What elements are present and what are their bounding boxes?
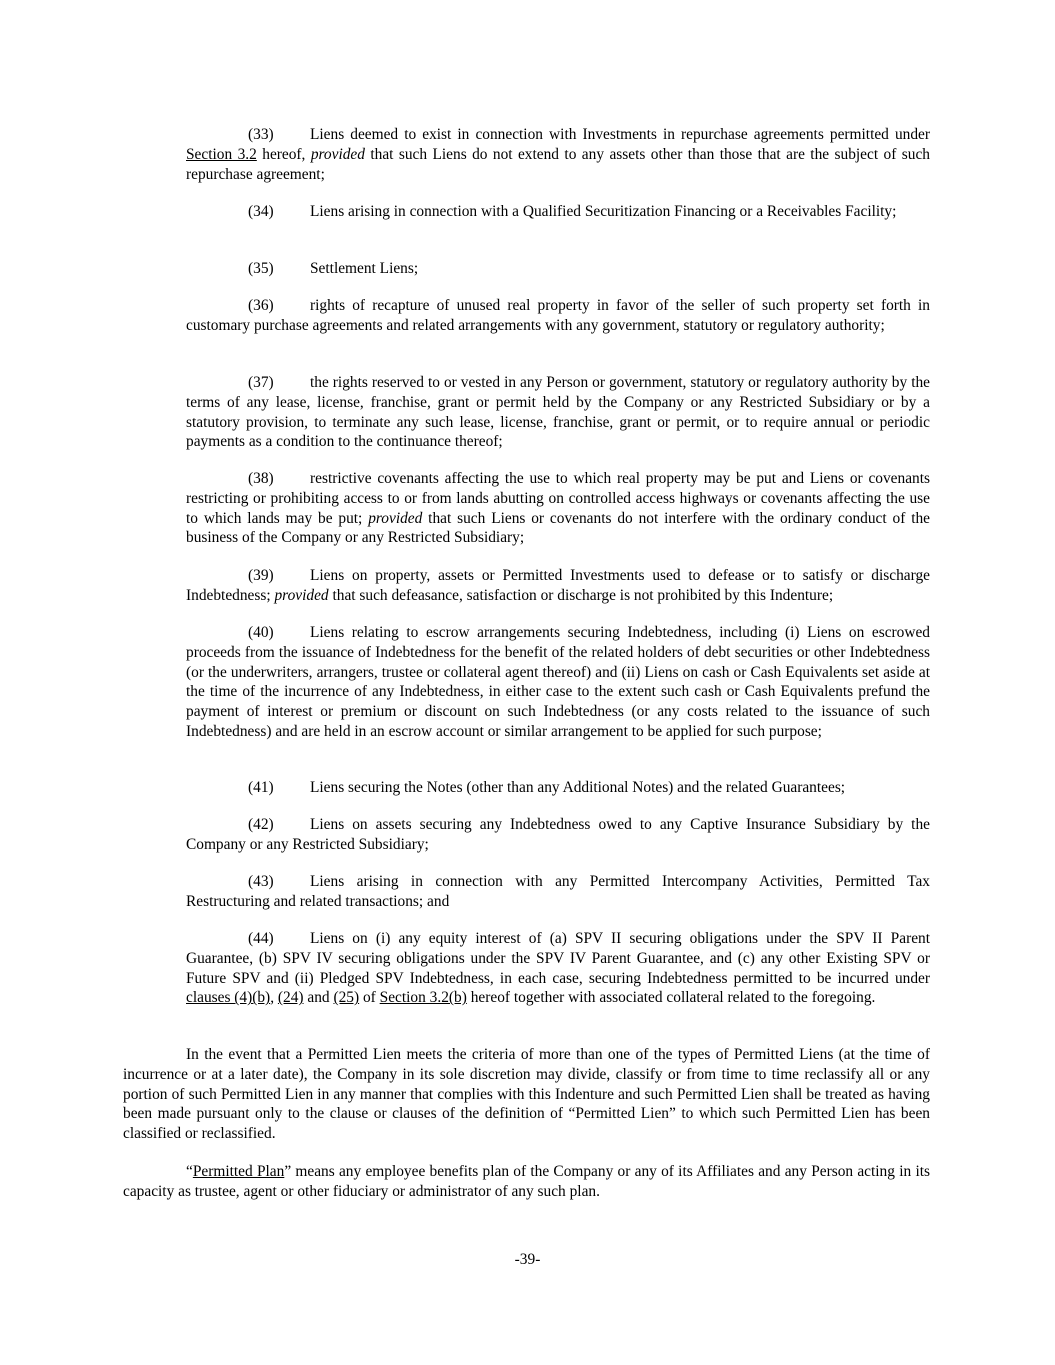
list-item-33: (33) Liens deemed to exist in connection with Investments in repurchase agreements permitted under Section 3.2 hereof, provided that such Liens do not extend to any assets other than those that are the subject of such repurchase agreement;	[186, 126, 930, 183]
section-reference-link[interactable]: Section 3.2	[186, 145, 257, 163]
permitted-plan-term: Permitted Plan	[192, 1163, 285, 1180]
clause-24-reference-link[interactable]: (24)	[277, 989, 304, 1007]
list-item-43: (43) Liens arising in connection with any Permitted Intercompany Activities, Permitted Tax Restructuring and related transactions; and	[186, 873, 930, 910]
list-item-41: (41) Liens securing the Notes (other than any Additional Notes) and the related Guarantees;	[248, 779, 846, 796]
section-3-2-b-reference-link[interactable]: Section 3.2(b)	[379, 989, 467, 1007]
list-item-40: (40) Liens relating to escrow arrangements securing Indebtedness, including (i) Liens on escrowed proceeds from the issuance of Indebtedness for the benefit of the related holders of debt securities or other Indebtedness (or the underwriters, arrangers, trustee or collateral agent thereof) and (ii) Liens on cash or Cash Equivalents set aside at the time of the incurrence of any Indebtedness, in either case to the extent such cash or Cash Equivalents prefund the payment of interest or premium or discount on such Indebtedness (or any costs related to the issuance of such Indebtedness) and are held in an escrow account or similar arrangement to be applied for such purpose;	[186, 624, 930, 740]
clauses-reference-link[interactable]: clauses (4)(b)	[186, 989, 271, 1007]
list-item-38: (38) restrictive covenants affecting the use to which real property may be put and Liens or covenants restricting or prohibiting access to or from lands abutting on controlled access highways or covenants affecting the use to which lands may be put; provided that such Liens or covenants do not interfere with the ordinary conduct of the business of the Company or any Restricted Subsidiary;	[186, 470, 930, 547]
list-item-37: (37) the rights reserved to or vested in any Person or government, statutory or regulatory authority by the terms of any lease, license, franchise, grant or permit held by the Company or any Restricted Subsidiary or by a statutory provision, to terminate any such lease, license, franchise, grant or permit, or to require annual or periodic payments as a condition to the continuance thereof;	[186, 374, 930, 451]
list-item-35: (35) Settlement Liens;	[248, 260, 419, 277]
clause-25-reference-link[interactable]: (25)	[333, 989, 360, 1007]
list-item-34: (34) Liens arising in connection with a Qualified Securitization Financing or a Receivables Facility;	[248, 203, 897, 220]
list-item-36: (36) rights of recapture of unused real property in favor of the seller of such property set forth in customary purchase agreements and related arrangements with any government, statutory or regulatory authority;	[186, 297, 930, 334]
list-item-44: (44) Liens on (i) any equity interest of (a) SPV II securing obligations under the SPV II Parent Guarantee, (b) SPV IV securing obligations under the SPV IV Parent Guarantee, and (c) any other Existing SPV or Future SPV and (ii) Pledged SPV Indebtedness, in each case, securing Indebtedness permitted to be incurred under clauses (4)(b), (24) and (25) of Section 3.2(b) hereof together with associated collateral related to the foregoing.	[186, 930, 930, 1007]
page-number: -39-	[514, 1251, 541, 1268]
list-item-42: (42) Liens on assets securing any Indebtedness owed to any Captive Insurance Subsidiary by the Company or any Restricted Subsidiary;	[186, 816, 930, 853]
permitted-lien-classification-paragraph: In the event that a Permitted Lien meets the criteria of more than one of the types of Permitted Liens (at the time of incurrence or at a later date), the Company in its sole discretion may divide, classify or from time to time reclassify all or any portion of such Permitted Lien in any manner that complies with this Indenture and such Permitted Lien shall be treated as having been made pursuant only to the clause or clauses of the definition of “Permitted Lien” to which such Permitted Lien has been classified or reclassified.	[123, 1046, 930, 1143]
permitted-plan-definition: “Permitted Plan” means any employee benefits plan of the Company or any of its Affiliates and any Person acting in its capacity as trustee, agent or other fiduciary or administrator of any such plan.	[123, 1163, 930, 1200]
list-item-39: (39) Liens on property, assets or Permitted Investments used to defease or to satisfy or discharge Indebtedness; provided that such defeasance, satisfaction or discharge is not prohibited by this Indenture;	[186, 567, 930, 604]
